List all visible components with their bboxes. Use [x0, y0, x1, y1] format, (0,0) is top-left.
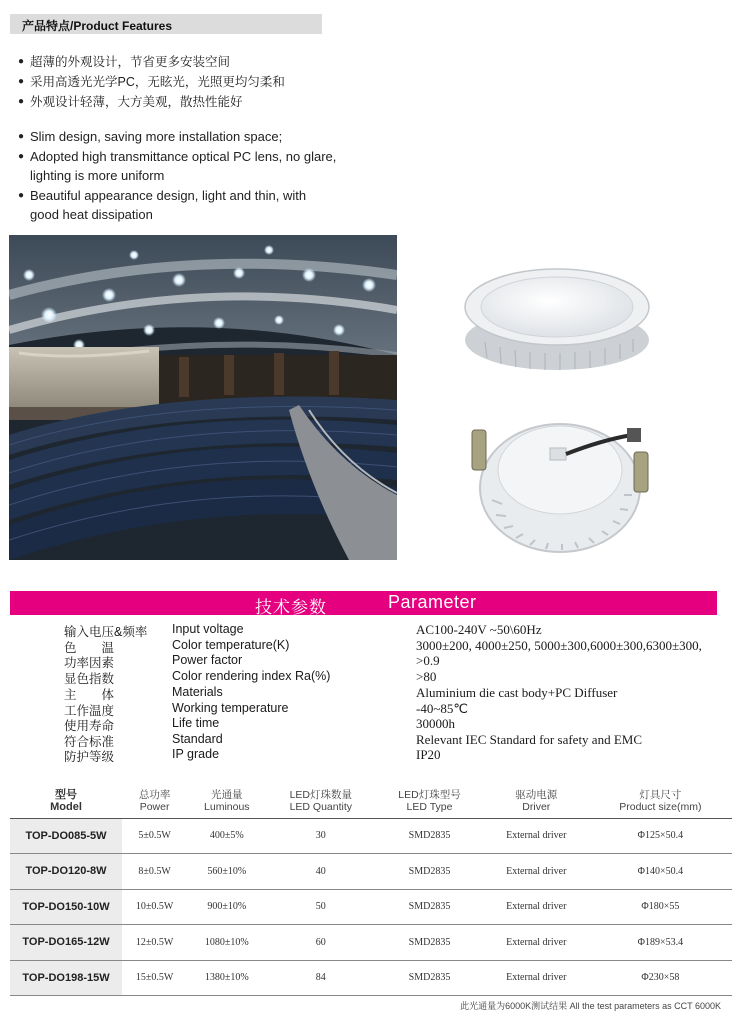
param-value: Relevant IEC Standard for safety and EMC: [416, 732, 642, 747]
parameter-row: [0, 716, 747, 732]
parameter-row: [0, 732, 747, 748]
spec-table: [10, 785, 732, 996]
param-en: Materials: [172, 685, 223, 699]
param-en: Input voltage: [172, 622, 244, 636]
header-led-quantity: LED灯珠数量 LED Quantity: [266, 785, 375, 818]
table-row: TOP-DO085-5W 5±0.5W 400±5% 30 SMD2835 External driver Φ125×50.4: [10, 818, 732, 854]
param-en: Standard: [172, 732, 223, 746]
auditorium-illustration: [9, 235, 397, 560]
param-cn: 符合标准: [64, 735, 115, 749]
header-model: 型号 Model: [10, 785, 122, 818]
param-cn: 显色指数: [64, 672, 115, 686]
parameter-row: [0, 653, 747, 669]
param-cn: 主 体: [64, 688, 115, 702]
parameter-row: [0, 747, 747, 763]
list-item: ● 外观设计轻薄，大方美观，散热性能好: [18, 95, 243, 109]
downlight-front-illustration: [455, 262, 665, 387]
list-item: ● 超薄的外观设计，节省更多安装空间: [18, 55, 231, 69]
section-header-bar: [10, 14, 322, 34]
section-title: 产品特点/Product Features: [22, 19, 173, 33]
header-luminous: 光通量 Luminous: [187, 785, 266, 818]
param-en: Color temperature(K): [172, 638, 290, 652]
parameter-banner-en: Parameter: [388, 592, 477, 612]
list-item: ● Beautiful appearance design, light and thin, with: [18, 187, 307, 203]
table-row: TOP-DO198-15W 15±0.5W 1380±10% 84 SMD2835 External driver Φ230×58: [10, 960, 732, 996]
header-driver: 驱动电源 Driver: [484, 785, 589, 818]
parameter-banner: [10, 591, 717, 615]
param-value: 3000±200, 4000±250, 5000±300,6000±300,6300±300,: [416, 638, 702, 653]
param-value: Aluminium die cast body+PC Diffuser: [416, 685, 618, 700]
param-value: >80: [416, 669, 437, 684]
parameter-row: [0, 701, 747, 717]
header-product-size: 灯具尺寸 Product size(mm): [589, 785, 732, 818]
param-en: Working temperature: [172, 701, 289, 715]
param-value: IP20: [416, 747, 441, 762]
features-en-list: [18, 127, 336, 225]
param-value: >0.9: [416, 653, 440, 668]
parameter-banner-cn: 技术参数: [255, 598, 327, 617]
test-footnote: 此光通量为6000K测试结果 All the test parameters as CCT 6000K: [460, 1001, 721, 1011]
param-cn: 防护等级: [64, 750, 115, 764]
features-cn-list: [18, 52, 285, 112]
param-en: IP grade: [172, 747, 220, 761]
parameter-row: [0, 638, 747, 654]
list-item: ● 采用高透光光学PC，无眩光，光照更均匀柔和: [18, 75, 285, 89]
param-cn: 工作温度: [64, 704, 115, 718]
header-led-type: LED灯珠型号 LED Type: [375, 785, 484, 818]
list-item: ● Slim design, saving more installation space;: [18, 129, 283, 144]
table-header-row: [10, 785, 732, 818]
parameter-row: [0, 669, 747, 685]
list-item: lighting is more uniform: [30, 168, 165, 183]
param-en: Life time: [172, 716, 220, 730]
param-value: 30000h: [416, 716, 455, 731]
param-value: -40~85℃: [416, 701, 468, 716]
param-cn: 输入电压&频率: [64, 625, 148, 639]
param-value: AC100-240V ~50\60Hz: [416, 622, 542, 637]
header-power: 总功率 Power: [122, 785, 187, 818]
list-item: good heat dissipation: [30, 207, 153, 222]
param-cn: 色 温: [64, 641, 115, 655]
parameter-row: [0, 622, 747, 638]
downlight-back-illustration: [462, 400, 662, 560]
param-en: Power factor: [172, 653, 243, 667]
param-cn: 使用寿命: [64, 719, 115, 733]
table-row: TOP-DO120-8W 8±0.5W 560±10% 40 SMD2835 External driver Φ140×50.4: [10, 854, 732, 890]
param-en: Color rendering index Ra(%): [172, 669, 331, 683]
param-cn: 功率因素: [64, 656, 115, 670]
table-row: TOP-DO150-10W 10±0.5W 900±10% 50 SMD2835 External driver Φ180×55: [10, 889, 732, 925]
downlight-back-photo: [462, 400, 662, 560]
parameter-row: [0, 685, 747, 701]
list-item: ● Adopted high transmittance optical PC lens, no glare,: [18, 148, 337, 164]
downlight-front-photo: [455, 262, 665, 387]
auditorium-photo: [9, 235, 397, 560]
table-row: TOP-DO165-12W 12±0.5W 1080±10% 60 SMD2835 External driver Φ189×53.4: [10, 925, 732, 961]
